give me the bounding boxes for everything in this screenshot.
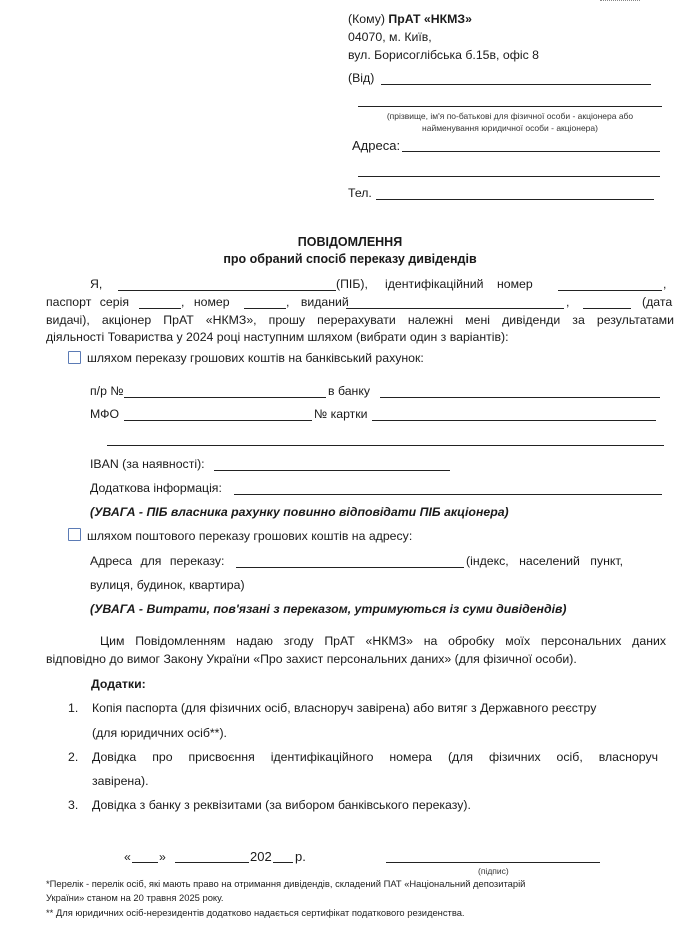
post-address-hint-2: вулиця, будинок, квартира) <box>90 578 245 592</box>
extra-info-field[interactable] <box>234 494 662 495</box>
bank-transfer-checkbox[interactable] <box>68 351 81 364</box>
mfo-label: МФО <box>90 407 120 421</box>
account-number-field[interactable] <box>124 397 326 398</box>
attachment-text-line-1: Копія паспорта (для фізичних осіб, власноруч завірена) або витяг з Державного реєстру <box>92 701 597 715</box>
sender-address-field[interactable] <box>402 151 660 152</box>
recipient-address-line1: 04070, м. Київ, <box>348 30 432 44</box>
attachment-number: 1. <box>68 701 79 715</box>
date-year-suffix: р. <box>295 849 306 864</box>
bank-extra-line[interactable] <box>107 445 664 446</box>
intro-line-3: видачі), акціонер ПрАТ «НКМЗ», прошу перерахувати належні мені дивіденди за результатами <box>46 313 674 327</box>
recipient-to <box>348 12 472 26</box>
card-number-field[interactable] <box>372 420 656 421</box>
post-address-label: Адреса для переказу: <box>90 554 225 568</box>
post-address-field[interactable] <box>236 567 464 568</box>
bank-transfer-label: шляхом переказу грошових коштів на банківський рахунок: <box>87 351 424 365</box>
date-day-field[interactable] <box>132 862 158 863</box>
footnote-1-line-2: України» станом на 20 травня 2025 року. <box>46 892 224 903</box>
extra-info-label: Додаткова інформація: <box>90 481 222 495</box>
sender-name-field[interactable] <box>358 106 662 107</box>
intro-date-label: (дата <box>642 295 673 309</box>
date-quote-open: « <box>124 850 131 864</box>
pib-field[interactable] <box>118 290 336 291</box>
document-subtitle: про обраний спосіб переказу дивідендів <box>223 252 477 266</box>
passport-number-field[interactable] <box>244 308 286 309</box>
post-warning: (УВАГА - Витрати, пов'язані з переказом, утримуються із суми дивідендів) <box>90 602 567 616</box>
bank-warning: (УВАГА - ПІБ власника рахунку повинно відповідати ПІБ акціонера) <box>90 505 509 519</box>
intro-line-4: діяльності Товариства у 2024 році наступним шляхом (вибрати один з варіантів): <box>46 330 509 344</box>
account-label: п/р № <box>90 384 124 398</box>
passport-date-field[interactable] <box>583 308 631 309</box>
attachment-text-line-1: Довідка про присвоєння ідентифікаційного номера (для фізичних осіб, власноруч <box>92 750 658 764</box>
date-year-prefix: 202 <box>250 849 272 864</box>
sender-address-label: Адреса: <box>352 138 401 153</box>
attachment-text-line-1: Довідка з банку з реквізитами (за вибором банківського переказу). <box>92 798 471 812</box>
consent-line-2: відповідно до вимог Закону України «Про захист персональних даних» (для фізичної особи). <box>46 652 577 666</box>
page-edge-mark <box>600 0 640 4</box>
passport-series-field[interactable] <box>139 308 181 309</box>
sender-name-hint-1: (прізвище, ім'я по-батькові для фізичної особи - акціонера або <box>386 111 634 121</box>
sender-from-label: (Від) <box>348 71 375 85</box>
date-quote-close: » <box>159 850 166 864</box>
recipient-company: ПрАТ «НКМЗ» <box>388 12 472 26</box>
attachments-heading: Додатки: <box>91 677 146 691</box>
post-address-hint-1: (індекс, населений пункт, <box>466 554 624 568</box>
bank-name-field[interactable] <box>380 397 660 398</box>
sender-from-field[interactable] <box>381 84 651 85</box>
sender-phone-label: Тел. <box>348 186 372 200</box>
intro-passport-series: паспорт серія <box>46 295 129 309</box>
intro-id-label: ідентифікаційний номер <box>385 277 533 291</box>
id-number-field[interactable] <box>558 290 662 291</box>
post-transfer-checkbox[interactable] <box>68 528 81 541</box>
footnote-2: ** Для юридичних осіб-нерезидентів додатково надається сертифікат податкового резиденства. <box>46 907 465 918</box>
consent-line-1: Цим Повідомленням надаю згоду ПрАТ «НКМЗ» на обробку моїх персональних даних <box>100 634 666 648</box>
attachment-text-line-2: завірена). <box>92 774 149 788</box>
sender-name-hint-2: найменування юридичної особи - акціонера) <box>422 123 598 133</box>
recipient-to-label: (Кому) <box>348 12 385 26</box>
intro-comma-2: , <box>566 295 570 309</box>
attachment-number: 2. <box>68 750 79 764</box>
mfo-field[interactable] <box>124 420 312 421</box>
intro-pib-label: (ПІБ), <box>336 277 368 291</box>
signature-field[interactable] <box>386 862 600 863</box>
footnote-1-line-1: *Перелік - перелік осіб, які мають право на отримання дивідендів, складений ПАТ «Національний депозитарій <box>46 878 526 889</box>
iban-field[interactable] <box>214 470 450 471</box>
intro-i-label: Я, <box>90 277 103 291</box>
iban-label: IBAN (за наявності): <box>90 457 205 471</box>
post-transfer-label: шляхом поштового переказу грошових коштів на адресу: <box>87 529 413 543</box>
recipient-address-line2: вул. Борисоглібська б.15в, офіс 8 <box>348 48 539 62</box>
intro-number: , номер <box>181 295 230 309</box>
sender-address-field-2[interactable] <box>358 176 660 177</box>
date-month-field[interactable] <box>175 862 249 863</box>
card-label: № картки <box>314 407 368 421</box>
date-year-field[interactable] <box>273 862 293 863</box>
signature-label: (підпис) <box>478 866 509 876</box>
passport-issued-field[interactable] <box>346 308 564 309</box>
sender-phone-field[interactable] <box>376 199 654 200</box>
intro-issued: , виданий <box>286 295 349 309</box>
document-title: ПОВІДОМЛЕННЯ <box>297 235 403 249</box>
attachment-text-line-2: (для юридичних осіб**). <box>92 726 227 740</box>
intro-comma: , <box>663 277 667 291</box>
attachment-number: 3. <box>68 798 79 812</box>
bank-label: в банку <box>328 384 371 398</box>
